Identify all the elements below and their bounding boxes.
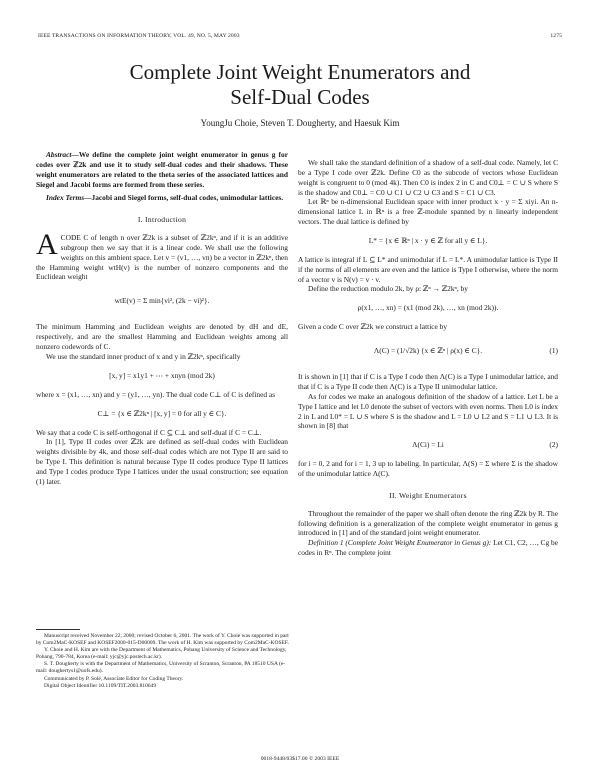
section-heading-introduction: I. Introduction [137,215,187,225]
abstract [36,150,288,189]
intro-paragraph-3: We use the standard inner product of x and y in ℤ2kⁿ, specifically [46,351,241,361]
footnote-rule [36,629,80,630]
intro-paragraph-1-text: CODE C of length n over ℤ2k is a subset of ℤ2kⁿ, and if it is an additive subgroup then we say that it is a linear code. We shall use the following weights on this ambient space. Let v = (v1, …, vn) be a vector in ℤ2kⁿ, then the Hamming weight wtH(v) is the number of nonzero components and the Euclidean weight [36,233,288,282]
intro-paragraph-4: where x = (x1, …, xn) and y = (y1, …, yn). The dual code C⊥ of C is defined as [36,389,276,399]
equation-inner-product: [x, y] = x1y1 + ⋯ + xnyn (mod 2k) [109,370,215,380]
footnote-affiliation-2: S. T. Dougherty is with the Department of Mathematics, University of Scranton, Scranton, PA 18510 USA (e-mail: doughertys1@uofs.edu). [36,661,286,675]
ring-paragraph: Throughout the remainder of the paper we shall often denote the ring ℤ2k by R. The following definition is a generalization of the complete weight enumerator in genus g introduced in [1] and of the standard joint weight enumerator. [298,508,558,538]
footnote-affiliation-1: Y. Choie and H. Kim are with the Department of Mathematics, Pohang University of Science and Technology, Pohang, 790-784, Korea (e-mail: yjc@yjc.postech.ac.kr). [36,647,287,661]
equation-number-2: (2) [549,440,558,450]
copyright-footer: 0018-9448/03$17.00 © 2003 IEEE [260,756,340,762]
equation-shadow: Λ(Ci) = Li (2) [412,440,558,450]
labeling-paragraph: for i = 0, 2 and for i = 1, 3 up to labeling. In particular, Λ(S) = Σ where Σ is the shadow of the unimodular lattice Λ(C). [298,459,558,479]
running-header [38,33,562,39]
intro-paragraph-6: In [1], Type II codes over ℤ2k are defined as self-dual codes with Euclidean weights divisible by 4k, and those self-dual codes which are not Type II are said to be Type I. This definition is natural because Type II codes produce Type II lattices and Type I codes produce Type I lattices under the usual construction; see equation (1) later. [36,437,288,486]
footnote-manuscript: Manuscript received November 22, 2000; revised October 6, 2001. The work of Y. Choie was supported in part by Com2MaC-KOSEF and KOSEF2000-015-D00009. The work of H. Kim was supported by Com2MaC-KOSEF. [36,633,289,647]
lattice-paragraph: Let ℝⁿ be n-dimensional Euclidean space with inner product x · y = Σ xiyi. An n-dimensional lattice L in ℝⁿ is a free ℤ-module spanned by n linearly independent vectors. The dual lattice is defined by [298,197,558,227]
index-terms-label: Index Terms— [46,193,92,203]
reduction-paragraph: Define the reduction modulo 2k, by ρ: ℤⁿ → ℤ2kⁿ, by [308,284,468,294]
definition-1-label: Definition 1 (Complete Joint Weight Enumerator in Genus g): [308,538,492,548]
abstract-text: We define the complete joint weight enumerator in genus g for codes over ℤ2k and use it to study self-dual codes and their shadows. These weight enumerators are related to the theta series of the associated lattices and Siegel and Jacobi forms are formed from these series. [36,150,288,189]
definition-1-text: Let C1, C2, …, Cg be codes in Rⁿ. The complete joint [298,538,558,558]
equation-lattice-construction: Λ(C) = (1/√2k) {x ∈ ℤⁿ | ρ(x) ∈ C}. (1) [373,346,558,356]
section-heading-weight-enumerators: II. Weight Enumerators [389,490,467,500]
equation-dual-lattice: L* = {x ∈ ℝⁿ | x · y ∈ ℤ for all y ∈ L}. [368,235,488,245]
title-line-1: Complete Joint Weight Enumerators and [129,60,471,84]
intro-paragraph-1 [36,228,288,282]
intro-paragraph-2: The minimum Hamming and Euclidean weights are denoted by dH and dE, respectively, and are the smallest Hamming and Euclidean weights among all nonzero codewords of C. [36,322,288,351]
footnote-doi: Digital Object Identifier 10.1109/TIT.2003.810649 [44,682,157,689]
paper-title [0,60,600,110]
drop-cap: A [36,228,58,262]
construction-paragraph: Given a code C over ℤ2k we construct a lattice by [298,322,448,332]
unimodular-paragraph: A lattice is integral if L ⊆ L* and unimodular if L = L*. A unimodular lattice is Type II if the norms of all elements are even and the lattice is Type I otherwise, where the norm of a vector v is N(v) = v · v. [298,254,558,284]
type-paragraph: It is shown in [1] that if C is a Type I code then Λ(C) is a Type I unimodular lattice, and that if C is a Type II code then Λ(C) is a Type II unimodular lattice. [298,372,558,391]
equation-number-1: (1) [549,346,558,356]
journal-header: IEEE TRANSACTIONS ON INFORMATION THEORY, VOL. 49, NO. 5, MAY 2003 [38,33,240,39]
right-column [298,158,558,558]
abstract-label: Abstract— [46,150,79,159]
title-line-2: Self-Dual Codes [230,85,370,109]
index-terms [36,193,288,203]
left-column [36,150,288,487]
shadow-paragraph: We shall take the standard definition of a shadow of a self-dual code. Namely, let C be a Type I code over ℤ2k. Define C0 as the subcode of vectors whose Euclidean weight is congruent to 0 (mod 4k). Then C0 is index 2 in C and C0⊥ = C ∪ S where S is the shadow and C0⊥ = C0 ∪ C1 ∪ C2 ∪ C3 and S = C1 ∪ C3. [298,158,558,197]
definition-1 [298,538,558,558]
equation-reduction: ρ(x1, …, xn) = (x1 (mod 2k), …, xn (mod 2k)). [357,303,499,313]
author-list: YoungJu Choie, Steven T. Dougherty, and Haesuk Kim [200,118,400,128]
footnotes [36,633,290,690]
equation-dual-code: C⊥ = {x ∈ ℤ2kⁿ | [x, y] = 0 for all y ∈ C}. [97,408,227,418]
equation-euclidean-weight: wtE(v) = Σ min{vi², (2k − vi)²}. [114,296,210,306]
page-number: 1275 [550,33,562,39]
index-terms-text: Jacobi and Siegel forms, self-dual codes, unimodular lattices. [91,193,284,203]
lattice-shadow-paragraph: As for codes we make an analogous definition of the shadow of a lattice. Let L be a Type I lattice and let L0 denote the subset of vectors with even norms. Then L0 is index 2 in L and L0* = L ∪ S where S is the shadow and L = L0 ∪ L2 and S = L1 ∪ L3. It is shown in [8] that [298,391,558,431]
intro-paragraph-5: We say that a code C is self-orthogonal if C ⊆ C⊥ and self-dual if C = C⊥. [36,427,262,437]
footnote-communicated: Communicated by P. Solé, Associate Editor for Coding Theory. [44,675,184,682]
